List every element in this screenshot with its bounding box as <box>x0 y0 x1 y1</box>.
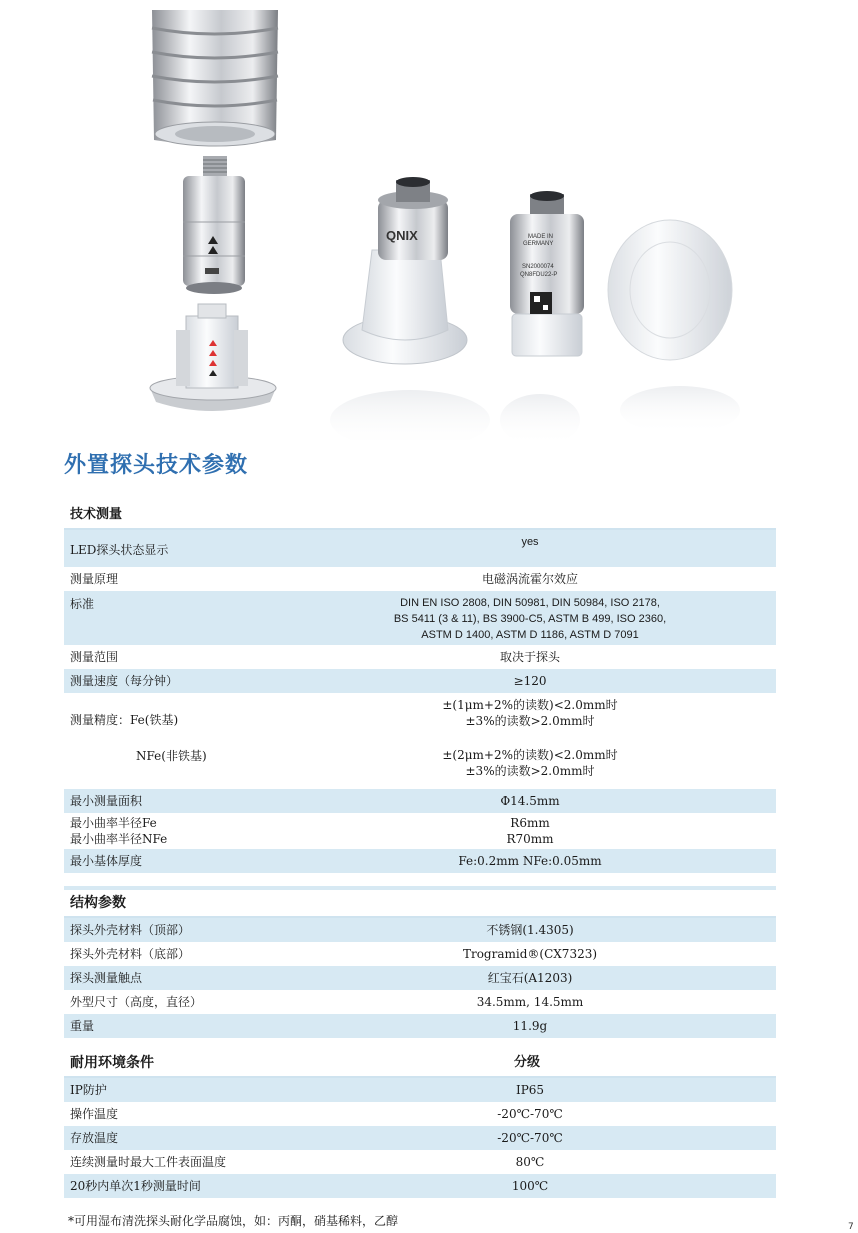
table-row <box>64 1174 776 1198</box>
row-value: Trogramid®(CX7323) <box>462 947 598 961</box>
table-row <box>64 1150 776 1174</box>
accuracy-line: ±3%的读数>2.0mm时 <box>465 764 595 778</box>
row-key: 最小基体厚度 <box>70 854 143 868</box>
row-value: Fe:0.2mm NFe:0.05mm <box>458 854 602 868</box>
row-value: -20℃-70℃ <box>497 1131 563 1145</box>
row-value: Φ14.5mm <box>500 794 560 808</box>
probe-cap <box>150 304 276 411</box>
table-row <box>64 813 776 849</box>
table-row <box>64 669 776 693</box>
product-illustration <box>0 0 858 440</box>
row-value: 取决于探头 <box>499 650 560 664</box>
table-row <box>64 789 776 813</box>
table-row <box>64 990 776 1014</box>
table-row <box>64 1078 776 1102</box>
probe-with-flange <box>330 177 490 440</box>
table-row <box>64 741 776 789</box>
spec-table-measurement <box>64 502 776 873</box>
row-key: 外型尺寸（高度，直径） <box>70 995 203 1009</box>
row-value: ≥120 <box>513 674 547 688</box>
probe-illustration-svg <box>0 0 858 440</box>
clear-cap <box>608 220 740 434</box>
row-value <box>324 591 776 645</box>
row-key: 探头测量触点 <box>70 971 143 985</box>
row-key: LED探头状态显示 <box>70 543 169 557</box>
table-row <box>64 530 776 567</box>
qr-code-icon <box>530 292 552 314</box>
row-value: 红宝石(A1203) <box>487 971 573 985</box>
row-value: 电磁涡流霍尔效应 <box>481 572 578 586</box>
row-key: 探头外壳材料（底部） <box>70 947 191 961</box>
section-title: 耐用环境条件 <box>70 1055 154 1071</box>
table-row <box>64 693 776 741</box>
table-row <box>64 849 776 873</box>
row-key: 存放温度 <box>70 1131 119 1145</box>
table-row <box>64 567 776 591</box>
table-row <box>64 966 776 990</box>
accuracy-line: ±(1μm+2%的读数)<2.0mm时 <box>442 698 618 712</box>
made-in-text-2: GERMANY <box>523 241 554 247</box>
section-title: 结构参数 <box>64 890 776 918</box>
row-value: 11.9g <box>512 1019 548 1033</box>
spec-table-environment <box>64 1050 776 1198</box>
made-in-text-1: MADE IN <box>528 234 554 240</box>
row-key: 测量精度：Fe(铁基) <box>70 713 179 727</box>
standard-line: BS 5411 (3 & 11), BS 3900-C5, ASTM B 499, ISO 2360, <box>393 613 667 625</box>
row-key <box>64 813 324 849</box>
spec-table-structure <box>64 886 776 1038</box>
row-value <box>324 693 776 741</box>
radius-key-nfe: 最小曲率半径NFe <box>70 832 168 846</box>
footnote: *可用湿布清洗探头耐化学品腐蚀，如：丙酮，硝基稀料，乙醇 <box>68 1214 399 1228</box>
page-heading: 外置探头技术参数 <box>64 453 249 478</box>
standard-line: ASTM D 1400, ASTM D 1186, ASTM D 7091 <box>421 629 639 641</box>
row-value: 不锈钢(1.4305) <box>486 923 574 937</box>
section-header <box>64 1050 776 1078</box>
row-key: NFe(非铁基) <box>136 749 207 763</box>
section-title: 技术测量 <box>64 502 776 530</box>
row-key: 20秒内单次1秒测量时间 <box>70 1179 201 1193</box>
radius-value-fe: R6mm <box>510 816 550 830</box>
radius-key-fe: 最小曲率半径Fe <box>70 816 157 830</box>
row-value: 80℃ <box>515 1155 545 1169</box>
gauge-top-body <box>152 10 278 146</box>
bare-probe <box>500 191 584 440</box>
table-row <box>64 591 776 645</box>
row-key: 测量原理 <box>70 572 119 586</box>
serial-number: SN2000074 <box>522 264 554 270</box>
table-row <box>64 1102 776 1126</box>
row-key: 测量速度（每分钟） <box>70 674 179 688</box>
row-key: 标准 <box>70 597 95 611</box>
row-key: 操作温度 <box>70 1107 119 1121</box>
page-number: 7 <box>848 1222 854 1232</box>
model-number: QN8FDU22-P <box>520 272 558 278</box>
row-key: 最小测量面积 <box>70 794 143 808</box>
brand-logo: QNIX <box>386 228 418 243</box>
table-row <box>64 942 776 966</box>
row-key: 重量 <box>70 1019 95 1033</box>
row-value: yes <box>521 536 539 548</box>
table-row <box>64 1126 776 1150</box>
table-row <box>64 918 776 942</box>
section-grade-label: 分级 <box>513 1055 540 1070</box>
table-row <box>64 1014 776 1038</box>
row-value <box>324 813 776 849</box>
accuracy-line: ±3%的读数>2.0mm时 <box>465 714 595 728</box>
row-key: 连续测量时最大工件表面温度 <box>70 1155 227 1169</box>
table-row <box>64 645 776 669</box>
row-value: 34.5mm, 14.5mm <box>476 995 584 1009</box>
row-key: 测量范围 <box>70 650 119 664</box>
standard-line: DIN EN ISO 2808, DIN 50981, DIN 50984, ISO 2178, <box>400 597 660 609</box>
accuracy-line: ±(2μm+2%的读数)<2.0mm时 <box>442 748 618 762</box>
row-value: 100℃ <box>511 1179 549 1193</box>
probe-middle <box>183 156 245 294</box>
row-key: IP防护 <box>70 1083 107 1097</box>
row-value: -20℃-70℃ <box>497 1107 563 1121</box>
row-key: 探头外壳材料（顶部） <box>70 923 191 937</box>
radius-value-nfe: R70mm <box>506 832 554 846</box>
row-value <box>324 741 776 789</box>
row-value: IP65 <box>515 1083 545 1097</box>
